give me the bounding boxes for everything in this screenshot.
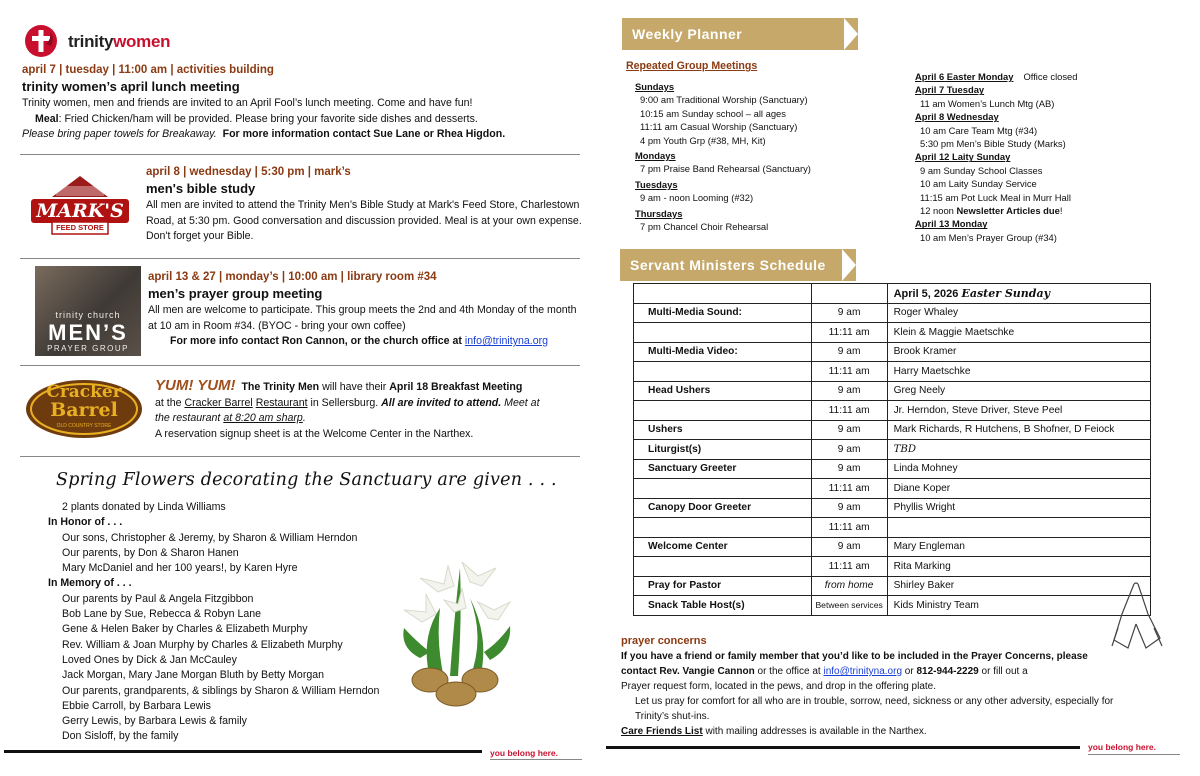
planner-day-row <box>915 150 1175 163</box>
table-row <box>634 596 1151 616</box>
planner-day: Tuesdays <box>635 178 678 190</box>
contact-text: For more info contact Ron Cannon, or the church office at <box>170 335 465 347</box>
cracker-logo-bottom: Barrel <box>50 399 118 421</box>
text: at the <box>155 396 185 409</box>
planner-item: 11:15 am Pot Luck Meal in Murr Hall <box>920 191 1071 203</box>
role-cell <box>634 362 812 382</box>
planner-day: April 8 Wednesday <box>915 111 999 123</box>
prayer-line: Prayer request form, located in the pews, and drop in the offering plate. <box>621 681 936 692</box>
prayer-line: Let us pray for comfort for all who are in trouble, sorrow, need, sickness or any other adversity, especially for <box>635 696 1114 707</box>
role-cell: Welcome Center <box>634 537 812 557</box>
weekly-planner-banner <box>622 18 858 50</box>
breakfast-line-4: A reservation signup sheet is at the Welcome Center in the Narthex. <box>155 427 474 440</box>
contact-name: contact Rev. Vangie Cannon <box>621 666 755 677</box>
planner-note: Office closed <box>1023 71 1078 82</box>
time-cell: Between services <box>811 596 887 616</box>
role-cell: Multi-Media Sound: <box>634 303 812 323</box>
flowers-intro: 2 plants donated by Linda Williams <box>62 501 226 513</box>
planner-day-row <box>915 70 1175 83</box>
prayer-line: If you have a friend or family member that you’d like to be included in the Prayer Concerns, please <box>621 651 1088 662</box>
text: in Sellersburg. <box>307 396 382 409</box>
list-item: Our parents by Paul & Angela Fitzgibbon <box>62 592 254 605</box>
table-row <box>634 401 1151 421</box>
text: or fill out a <box>978 666 1028 677</box>
planner-day-row <box>915 110 1175 123</box>
header-blank <box>811 284 887 304</box>
planner-dated-list <box>915 70 1175 244</box>
event-body: All men are invited to attend the Trinity Men’s Bible Study at Mark's Feed Store, Charlestown Road, at 5:30 pm. Good conversation and discussion provided. Meal is at your own expense. Don't forget your Bible. <box>146 199 582 242</box>
planner-day: Mondays <box>635 150 676 162</box>
header-blank <box>634 284 812 304</box>
time-cell: 9 am <box>811 459 887 479</box>
table-row <box>634 303 1151 323</box>
logo-text-bold: trinity <box>68 32 114 51</box>
table-row <box>634 459 1151 479</box>
meal-label: Meal <box>35 112 59 125</box>
list-item: Our sons, Christopher & Jeremy, by Sharon & William Herndon <box>62 531 358 544</box>
text: or <box>902 666 917 677</box>
list-item: Ebbie Carroll, by Barbara Lewis <box>62 699 211 712</box>
footer-tagline-left: you belong here. <box>490 748 559 758</box>
lead-mid: will have their <box>319 381 390 393</box>
planner-item: 9 am - noon Looming (#32) <box>640 192 754 204</box>
cracker-logo-top: Cracker <box>46 382 122 402</box>
table-row <box>634 440 1151 460</box>
care-friends-line <box>621 724 1181 739</box>
prayer-contact-line <box>621 664 1181 679</box>
list-item: Mary McDaniel and her 100 years!, by Karen Hyre <box>62 562 298 575</box>
mens-prayer-group-image <box>35 266 141 356</box>
planner-day: Sundays <box>635 81 675 92</box>
cracker-logo-sub: OLD COUNTRY STORE <box>56 423 112 429</box>
invite-text: All are invited to attend. <box>381 396 502 409</box>
text: or the office at <box>754 666 824 677</box>
list-item: Rev. William & Joan Murphy by Charles & Elizabeth Murphy <box>62 638 343 651</box>
time-cell: from home <box>811 576 887 596</box>
text: with mailing addresses is available in the Narthex. <box>702 726 927 737</box>
table-header-row <box>634 284 1151 304</box>
planner-day-row <box>915 217 1175 230</box>
image-top-text: trinity church <box>55 310 121 320</box>
newsletter-item <box>915 204 1175 217</box>
cracker-barrel-logo <box>24 378 144 440</box>
date-script: Easter Sunday <box>961 286 1050 300</box>
planner-day: Thursdays <box>635 207 683 219</box>
servant-title: Servant Ministers Schedule <box>630 257 826 273</box>
event-line: Trinity women, men and friends are invited to an April Fool’s lunch meeting. Come and have fun! <box>22 97 473 109</box>
event-title: men’s prayer group meeting <box>148 286 323 301</box>
planner-item: 11:11 am Casual Worship (Sanctuary) <box>640 121 798 133</box>
event-contact-line <box>22 127 582 143</box>
table-row <box>634 342 1151 362</box>
list-item: Jack Morgan, Mary Jane Morgan Bluth by Betty Morgan <box>62 669 325 682</box>
event-mens-bible-study <box>146 166 582 245</box>
time-cell: 9 am <box>811 381 887 401</box>
event-meal-line <box>22 112 582 128</box>
planner-day-row <box>915 83 1175 96</box>
planner-day: April 6 Easter Monday <box>915 71 1014 82</box>
name-cell: Rita Marking <box>887 557 1150 577</box>
text: the restaurant <box>155 412 224 424</box>
prayer-title: prayer concerns <box>621 635 707 647</box>
planner-day: April 13 Monday <box>915 218 988 230</box>
time-cell: 11:11 am <box>811 401 887 421</box>
prayer-line: Trinity’s shut-ins. <box>635 711 710 722</box>
list-item: Our parents, by Don & Sharon Hanen <box>62 546 239 559</box>
table-row <box>634 362 1151 382</box>
contact-text: For more information contact Sue Lane or Rhea Higdon. <box>222 128 506 140</box>
role-cell <box>634 518 812 538</box>
list-item: Our parents, grandparents, & siblings by Sharon & William Herndon <box>62 684 380 697</box>
planner-item: 11 am Women’s Lunch Mtg (AB) <box>920 97 1055 109</box>
breakfast-line-1 <box>155 378 585 396</box>
list-item: Gene & Helen Baker by Charles & Elizabeth Murphy <box>62 623 308 636</box>
time-cell: 9 am <box>811 420 887 440</box>
list-item: Loved Ones by Dick & Jan McCauley <box>62 653 237 666</box>
name-cell: Harry Maetschke <box>887 362 1150 382</box>
trinity-women-logo <box>24 24 204 58</box>
text: . <box>302 412 306 424</box>
prayer-concerns <box>621 634 1181 739</box>
servant-schedule-table <box>633 283 1151 616</box>
time-cell: 11:11 am <box>811 323 887 343</box>
name-cell: Linda Mohney <box>887 459 1150 479</box>
role-cell: Snack Table Host(s) <box>634 596 812 616</box>
flowers-title: Spring Flowers decorating the Sanctuary are given . . . <box>56 470 557 490</box>
table-row <box>634 323 1151 343</box>
planner-title: Weekly Planner <box>632 26 743 42</box>
image-sub-text: PRAYER GROUP <box>47 344 129 353</box>
role-cell: Liturgist(s) <box>634 440 812 460</box>
time-cell: 11:11 am <box>811 479 887 499</box>
repeated-meetings-label: Repeated Group Meetings <box>626 60 758 72</box>
marks-feed-store-logo <box>26 172 134 240</box>
planner-item: 9 am Sunday School Classes <box>920 164 1043 176</box>
name-cell: Kids Ministry Team <box>887 596 1150 616</box>
role-cell <box>634 401 812 421</box>
memory-label: In Memory of . . . <box>48 577 132 590</box>
list-item: Don Sisloff, by the family <box>62 730 179 743</box>
planner-item: 9:00 am Traditional Worship (Sanctuary) <box>640 94 808 106</box>
table-row <box>634 420 1151 440</box>
name-cell: Shirley Baker <box>887 576 1150 596</box>
table-row <box>634 557 1151 577</box>
name-cell: Phyllis Wright <box>887 498 1150 518</box>
list-item: Gerry Lewis, by Barbara Lewis & family <box>62 715 247 728</box>
time-cell: 9 am <box>811 342 887 362</box>
table-row <box>634 537 1151 557</box>
care-friends-link[interactable]: Care Friends List <box>621 726 703 737</box>
time-cell: 11:11 am <box>811 557 887 577</box>
cracker-barrel-link: Cracker Barrel <box>184 396 253 409</box>
planner-item: 4 pm Youth Grp (#38, MH, Kit) <box>640 134 766 146</box>
time-cell: 11:11 am <box>811 518 887 538</box>
honor-label: In Honor of . . . <box>48 516 123 529</box>
date-text: April 5, 2026 <box>893 287 962 300</box>
logo-text-light: women <box>113 32 171 51</box>
role-cell <box>634 323 812 343</box>
list-item: Bob Lane by Sue, Rebecca & Robyn Lane <box>62 608 262 621</box>
role-cell: Ushers <box>634 420 812 440</box>
restaurant-link: Restaurant <box>255 396 308 409</box>
event-body: All men are welcome to participate. This group meets the 2nd and 4th Monday of the month at 10 am in Room #34. (BYOC - bring your own coffee) <box>148 304 577 332</box>
role-cell: Pray for Pastor <box>634 576 812 596</box>
name-cell: Mark Richards, R Hutchens, B Shofner, D Feiock <box>887 420 1150 440</box>
easter-lily-image <box>400 548 520 708</box>
time-cell: 9 am <box>811 537 887 557</box>
planner-item: 5:30 pm Men’s Bible Study (Marks) <box>920 138 1066 150</box>
lead-bold2: April 18 Breakfast Meeting <box>389 381 523 393</box>
planner-day: April 7 Tuesday <box>915 84 985 96</box>
name-cell: Jr. Herndon, Steve Driver, Steve Peel <box>887 401 1150 421</box>
event-title: trinity women’s april lunch meeting <box>22 79 240 94</box>
event-mens-prayer-group <box>148 271 584 350</box>
newsletter-bold: Newsletter Articles due <box>956 205 1060 217</box>
event-header: april 13 & 27 | monday’s | 10:00 am | library room #34 <box>148 271 437 283</box>
time-cell: 9 am <box>811 498 887 518</box>
name-cell: Brook Kramer <box>887 342 1150 362</box>
table-row <box>634 518 1151 538</box>
time-text: at 8:20 am sharp <box>223 412 303 424</box>
name-cell: Mary Engleman <box>887 537 1150 557</box>
time-cell: 11:11 am <box>811 362 887 382</box>
role-cell: Sanctuary Greeter <box>634 459 812 479</box>
role-cell: Canopy Door Greeter <box>634 498 812 518</box>
planner-item: 10:15 am Sunday school – all ages <box>640 107 786 119</box>
towels-text: Please bring paper towels for Breakaway. <box>22 128 217 140</box>
event-breakfast-meeting <box>155 378 585 442</box>
footer-tagline-right: you belong here. <box>1088 742 1157 752</box>
image-big-text: MEN’S <box>48 320 128 345</box>
role-cell: Head Ushers <box>634 381 812 401</box>
planner-repeated-list <box>635 80 905 233</box>
table-row <box>634 576 1151 596</box>
name-cell: Greg Neely <box>887 381 1150 401</box>
marks-logo-text: MARK'S <box>36 200 124 222</box>
text: 12 noon <box>920 205 957 217</box>
marks-logo-sub: FEED STORE <box>56 223 104 232</box>
flowers-list <box>48 500 408 745</box>
prayer-email-link[interactable]: info@trinityna.org <box>823 666 903 677</box>
date-header <box>887 284 1150 304</box>
memory-list <box>48 592 408 745</box>
role-cell <box>634 557 812 577</box>
breakfast-line-2 <box>155 396 585 412</box>
honor-list <box>48 531 408 577</box>
table-row <box>634 498 1151 518</box>
event-womens-lunch <box>22 64 582 143</box>
time-cell: 9 am <box>811 440 887 460</box>
yum-text: YUM! YUM! <box>155 377 236 394</box>
name-cell: TBD <box>887 440 1150 460</box>
cross-flame-icon <box>24 24 60 58</box>
time-cell: 9 am <box>811 303 887 323</box>
planner-item: 7 pm Chancel Choir Rehearsal <box>640 221 769 233</box>
meal-text: : Fried Chicken/ham will be provided. Please bring your favorite side dishes and desserts. <box>58 112 478 125</box>
name-cell <box>887 518 1150 538</box>
name-cell: Roger Whaley <box>887 303 1150 323</box>
event-contact <box>148 334 584 350</box>
event-title: men's bible study <box>146 181 256 196</box>
name-cell: Klein & Maggie Maetschke <box>887 323 1150 343</box>
phone-number: 812-944-2229 <box>916 666 979 677</box>
table-row <box>634 479 1151 499</box>
role-cell <box>634 479 812 499</box>
text: ! <box>1059 205 1063 217</box>
event-header: april 7 | tuesday | 11:00 am | activities building <box>22 64 274 76</box>
meet-text: Meet at <box>501 396 540 409</box>
planner-day: April 12 Laity Sunday <box>915 151 1011 163</box>
planner-item: 10 am Laity Sunday Service <box>920 178 1037 190</box>
name-cell: Diane Koper <box>887 479 1150 499</box>
planner-item: 10 am Care Team Mtg (#34) <box>920 124 1038 136</box>
email-link[interactable]: info@trinityna.org <box>464 335 549 347</box>
table-row <box>634 381 1151 401</box>
breakfast-line-3 <box>155 411 585 427</box>
planner-item: 7 pm Praise Band Rehearsal (Sanctuary) <box>640 163 811 175</box>
planner-item: 10 am Men’s Prayer Group (#34) <box>920 231 1057 243</box>
role-cell: Multi-Media Video: <box>634 342 812 362</box>
lead-bold: The Trinity Men <box>241 381 320 393</box>
event-header: april 8 | wednesday | 5:30 pm | mark’s <box>146 166 351 178</box>
servant-ministers-banner <box>620 249 856 281</box>
